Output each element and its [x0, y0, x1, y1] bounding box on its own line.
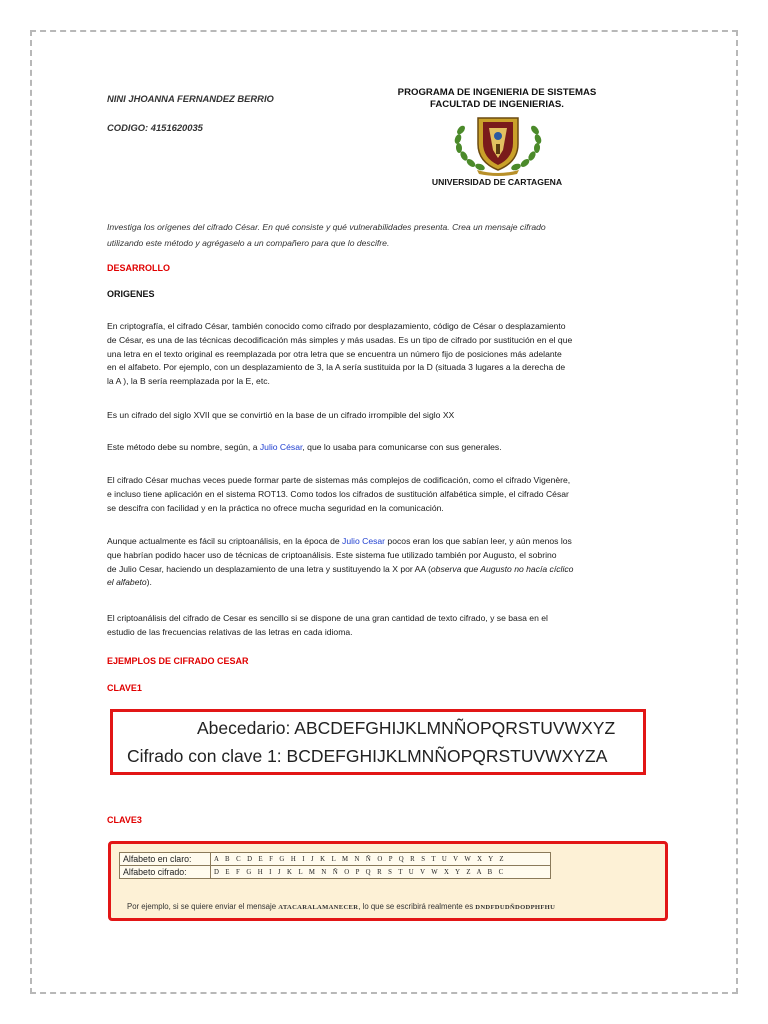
faculty-title: FACULTAD DE INGENIERIAS.	[430, 99, 564, 110]
clave3-example-box	[108, 841, 668, 921]
paragraph-text: , que lo usaba para comunicarse con sus generales.	[302, 442, 502, 452]
paragraph-line: El cifrado César muchas veces puede formar parte de sistemas más complejos de codificación, como el cifrado Vigenère,	[107, 475, 571, 485]
example-text: , lo que se escribirá realmente es	[358, 902, 476, 911]
paragraph-complex-systems	[107, 474, 661, 515]
plain-alphabet-line: Abecedario: ABCDEFGHIJKLMNÑOPQRSTUVWXYZ	[197, 718, 616, 738]
paragraph-line: una letra en el texto original es reemplazada por otra letra que se encuentra un número fijo de posiciones más adelante	[107, 348, 562, 359]
heading-ejemplos: EJEMPLOS DE CIFRADO CESAR	[107, 656, 249, 666]
heading-desarrollo: DESARROLLO	[107, 263, 170, 273]
table-cell-label: Alfabeto cifrado:	[120, 866, 211, 879]
paragraph-cryptanalysis	[107, 612, 661, 640]
heading-origenes: ORIGENES	[107, 289, 155, 299]
clave1-example-box	[110, 709, 646, 775]
julio-cesar-link[interactable]: Julio César	[259, 442, 303, 452]
table-cell-value: D E F G H I J K L M N Ñ O P Q R S T U V W X Y Z A B C	[211, 866, 551, 879]
paragraph-text: Aunque actualmente es fácil su criptoanálisis, en la época de	[107, 536, 343, 546]
example-ciphertext: DNDFDUDÑDODPHFHU	[475, 904, 556, 911]
example-sentence	[127, 902, 555, 911]
assignment-line: Investiga los orígenes del cifrado César. En qué consiste y qué vulnerabilidades presenta. Crea un mensaje cifrado	[107, 222, 546, 232]
table-row	[120, 866, 551, 879]
paragraph-origins	[107, 320, 661, 389]
paragraph-line: se descifra con facilidad y en la práctica no ofrece mucha seguridad en la comunicación.	[107, 502, 444, 513]
paragraph-line	[107, 576, 661, 590]
table-cell-value: A B C D E F G H I J K L M N Ñ O P Q R S T U V W X Y Z	[211, 853, 551, 866]
author-name: NINI JHOANNA FERNANDEZ BERRIO	[107, 93, 274, 104]
alphabet-table	[119, 852, 551, 879]
paragraph-line: estudio de las frecuencias relativas de las letras en cada idioma.	[107, 626, 353, 637]
paragraph-line: que habrían podido hacer uso de técnicas de criptoanálisis. Este sistema fue utilizado también por Augusto, el sobrino	[107, 549, 557, 560]
assignment-text	[107, 221, 661, 251]
university-crest-icon	[447, 110, 549, 176]
university-name: UNIVERSIDAD DE CARTAGENA	[431, 177, 563, 187]
paragraph-line: en el alfabeto. Por ejemplo, con un desplazamiento de 3, la A sería sustituida por la D (situada 3 lugares a la derecha de	[107, 362, 566, 373]
paragraph-italic: el alfabeto	[107, 577, 147, 588]
paragraph-augusto	[107, 535, 661, 590]
assignment-line: utilizando este método y agrégaselo a un compañero para que lo descifre.	[107, 237, 390, 248]
paragraph-line: El criptoanálisis del cifrado de Cesar es sencillo si se dispone de una gran cantidad de texto cifrado, y se basa en el	[107, 613, 548, 623]
paragraph-line: la A ), la B sería reemplazada por la E, etc.	[107, 376, 270, 387]
heading-clave3: CLAVE3	[107, 815, 142, 825]
paragraph-line: e incluso tiene aplicación en el sistema ROT13. Como todos los cifrados de sustitución alfabética simple, el cifrado César	[107, 488, 569, 499]
cipher-alphabet-line: Cifrado con clave 1: BCDEFGHIJKLMNÑOPQRSTUVWXYZA	[127, 746, 608, 766]
example-text: Por ejemplo, si se quiere enviar el mensaje	[127, 902, 279, 911]
paragraph-text: pocos eran los que sabían leer, y aún menos los	[385, 536, 572, 546]
paragraph-name-origin	[107, 441, 661, 455]
student-code: CODIGO: 4151620035	[107, 122, 203, 133]
heading-clave1: CLAVE1	[107, 683, 142, 693]
paragraph-line	[107, 535, 661, 549]
program-title: PROGRAMA DE INGENIERIA DE SISTEMAS	[397, 87, 597, 98]
paragraph-line: En criptografía, el cifrado César, también conocido como cifrado por desplazamiento, código de César o desplazamiento	[107, 321, 566, 331]
table-cell-label: Alfabeto en claro:	[120, 853, 211, 866]
paragraph-century: Es un cifrado del siglo XVII que se convirtió en la base de un cifrado irrompible del siglo XX	[107, 410, 455, 420]
example-plaintext: ATACARALAMANECER	[278, 904, 359, 911]
paragraph-italic: observa que Augusto no hacía cíclico	[430, 563, 574, 574]
paragraph-line: de César, es una de las técnicas decodificación más simples y más usadas. Es un tipo de cifrado por sustitución en el que	[107, 334, 573, 345]
paragraph-text: ).	[146, 577, 152, 588]
paragraph-line	[107, 563, 661, 577]
paragraph-text: de Julio Cesar, haciendo un desplazamiento de una letra y sustituyendo la X por AA (	[107, 563, 431, 574]
paragraph-text: Este método debe su nombre, según, a	[107, 442, 260, 452]
julio-cesar-link[interactable]: Julio Cesar	[342, 536, 386, 546]
table-row	[120, 853, 551, 866]
